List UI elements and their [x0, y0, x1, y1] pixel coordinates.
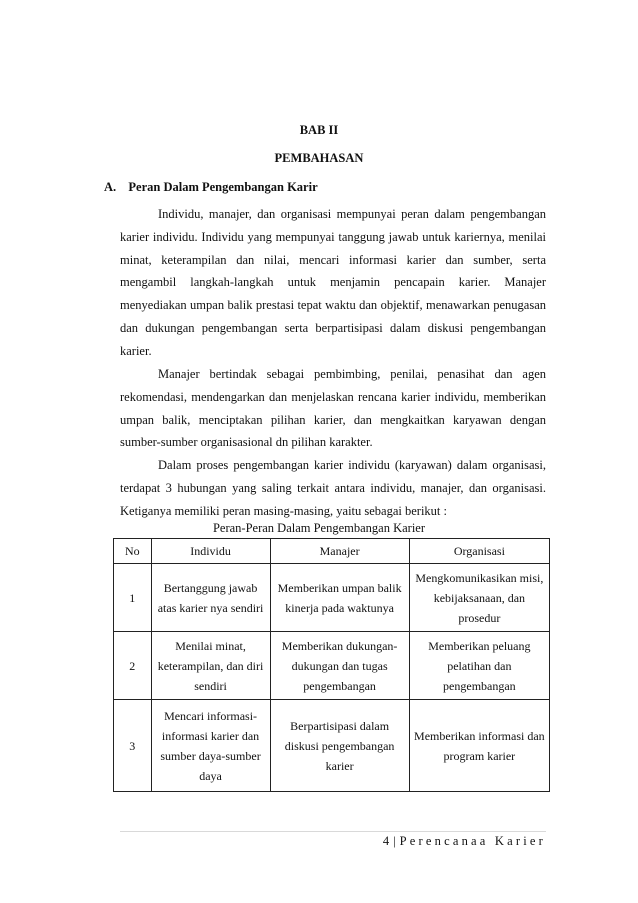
cell-organisasi: Memberikan informasi dan program karier [409, 700, 549, 792]
running-title: Perencanaa Karier [399, 834, 546, 848]
page-footer [120, 834, 546, 849]
cell-manajer: Berpartisipasi dalam diskusi pengembangan karier [270, 700, 409, 792]
table-row [114, 700, 550, 792]
cell-no: 1 [114, 564, 152, 632]
cell-individu: Mencari informasi-informasi karier dan sumber daya-sumber daya [151, 700, 270, 792]
cell-individu: Bertanggung jawab atas karier nya sendiri [151, 564, 270, 632]
footer-divider [120, 831, 546, 832]
career-roles-table [113, 538, 550, 792]
table-header-row [114, 539, 550, 564]
paragraph-3 [120, 454, 546, 522]
cell-no: 3 [114, 700, 152, 792]
paragraph-2 [120, 363, 546, 454]
header-individu: Individu [151, 539, 270, 564]
section-number: A. [104, 180, 117, 194]
section-heading [104, 180, 318, 195]
header-organisasi: Organisasi [409, 539, 549, 564]
cell-manajer: Memberikan dukungan-dukungan dan tugas pengembangan [270, 632, 409, 700]
cell-no: 2 [114, 632, 152, 700]
section-title: Peran Dalam Pengembangan Karir [128, 180, 318, 194]
cell-organisasi: Memberikan peluang pelatihan dan pengembangan [409, 632, 549, 700]
table-row [114, 632, 550, 700]
paragraph-1 [120, 203, 546, 363]
header-manajer: Manajer [270, 539, 409, 564]
table-row [114, 564, 550, 632]
chapter-title: PEMBAHASAN [274, 151, 364, 165]
paragraph-text: Individu, manajer, dan organisasi mempunyai peran dalam pengembangan karier individu. Individu yang mempunyai tanggung jawab untuk kariernya, menilai minat, keterampilan dan nilai, mencari informasi karier dan sumber, serta mengambil langkah-langkah untuk menjamin pencapain karier. Manajer menyediakan umpan balik prestasi tepat waktu dan objektif, menawarkan penugasan dan dukungan pengembangan serta berpartisipasi dalam diskusi pengembangan karier. [120, 207, 546, 358]
cell-individu: Menilai minat, keterampilan, dan diri sendiri [151, 632, 270, 700]
chapter-label: BAB II [299, 123, 339, 137]
header-no: No [114, 539, 152, 564]
cell-organisasi: Mengkomunikasikan misi, kebijaksanaan, dan prosedur [409, 564, 549, 632]
paragraph-text: Dalam proses pengembangan karier individu (karyawan) dalam organisasi, terdapat 3 hubungan yang saling terkait antara individu, manajer, dan organisasi. Ketiganya memiliki peran masing-masing, yaitu sebagai berikut : [120, 458, 546, 518]
paragraph-text: Manajer bertindak sebagai pembimbing, penilai, penasihat dan agen rekomendasi, mendengarkan dan menjelaskan rencana karier individu, memberikan umpan balik, menciptakan pilihan karier, dan mengkaitkan karyawan dengan sumber-sumber organisasional dn pilihan karakter. [120, 367, 546, 450]
page-number: 4 [382, 834, 390, 848]
cell-manajer: Memberikan umpan balik kinerja pada waktunya [270, 564, 409, 632]
footer-separator: | [393, 834, 396, 848]
table-caption: Peran-Peran Dalam Pengembangan Karier [212, 521, 426, 535]
